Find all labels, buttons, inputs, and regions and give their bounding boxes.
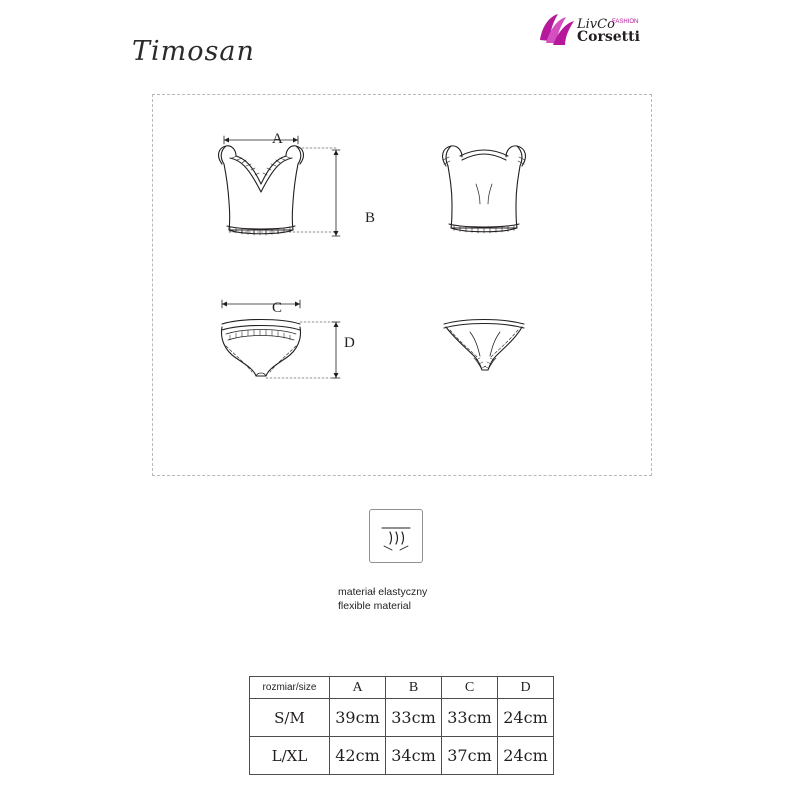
cell-sm-b: 33cm [386,699,442,737]
material-caption-pl: materiał elastyczny [338,586,428,598]
figure-briefs-back-view [424,294,554,394]
cell-lxl-d: 24cm [498,737,554,775]
dimension-label-d: D [344,335,355,351]
cell-sm-a: 39cm [330,699,386,737]
table-header-b: B [386,677,442,699]
cell-sm-c: 33cm [442,699,498,737]
page-title: Timosan [132,36,255,67]
row-size-lxl: L/XL [250,737,330,775]
svg-text:FASHION: FASHION [612,19,639,25]
dimension-label-c: C [272,300,283,316]
cell-lxl-b: 34cm [386,737,442,775]
table-header-row [250,677,554,699]
dimension-label-a: A [272,131,283,147]
svg-text:Corsetti: Corsetti [577,29,640,45]
figure-top-front-view [196,126,346,266]
table-header-c: C [442,677,498,699]
table-row [250,699,554,737]
livco-corsetti-fashion-logo [536,10,644,50]
table-header-a: A [330,677,386,699]
figure-briefs-front-view [196,294,346,394]
cell-sm-d: 24cm [498,699,554,737]
row-size-sm: S/M [250,699,330,737]
figure-top-back-view [424,126,554,266]
table-header-d: D [498,677,554,699]
dimension-label-b: B [365,210,376,226]
cell-lxl-a: 42cm [330,737,386,775]
material-caption [338,585,478,613]
cell-lxl-c: 37cm [442,737,498,775]
table-header-size: rozmiar/size [250,677,330,699]
material-caption-en: flexible material [338,600,411,612]
table-row [250,737,554,775]
size-table [249,676,554,775]
elastic-material-icon [369,509,423,563]
svg-text:LivCo: LivCo [577,17,615,32]
